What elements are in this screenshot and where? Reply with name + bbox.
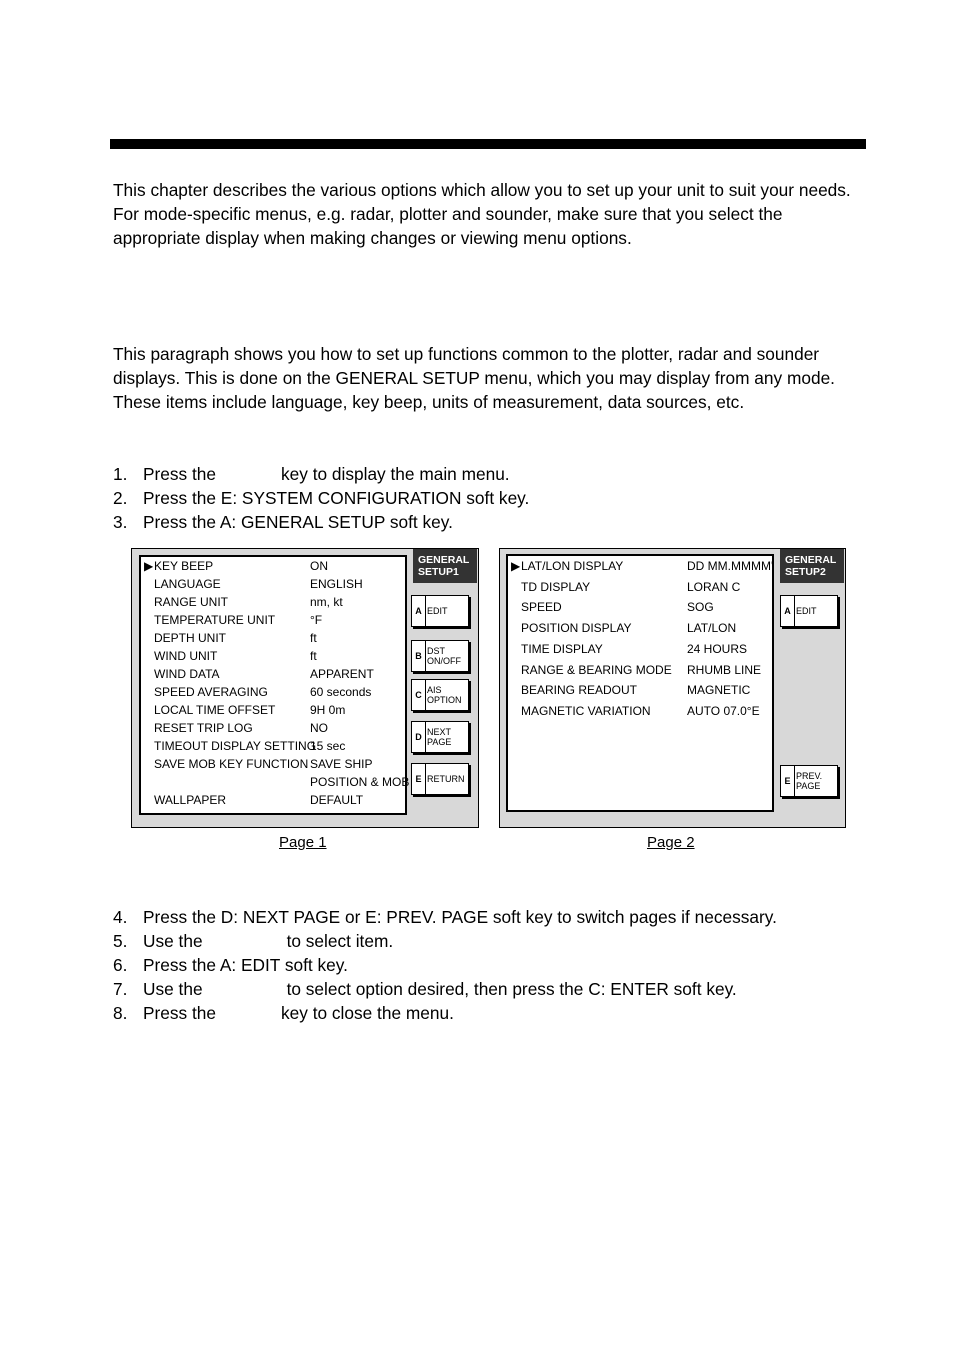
- softkey-letter: E: [781, 766, 795, 796]
- intro-paragraph: This chapter describes the various options which allow you to set up your unit to suit your needs. For mode-specific menus, e.g. radar, plotter and sounder, make sure that you select the appropriate display when making changes or viewing menu options.: [113, 180, 851, 248]
- menu-item-value: ft: [310, 631, 317, 645]
- softkey-label: DST ON/OFF: [427, 646, 461, 666]
- menu-item-label: TIME DISPLAY: [521, 641, 603, 656]
- softkey-edit[interactable]: [411, 595, 469, 627]
- menu-item-value: 24 HOURS: [687, 641, 748, 656]
- page1-caption: Page 1: [279, 834, 327, 851]
- softkey-prev-page[interactable]: [780, 765, 838, 797]
- menu-item-label: LANGUAGE: [154, 577, 221, 591]
- softkey-letter: D: [412, 722, 426, 752]
- menu-item-label: WIND DATA: [154, 667, 220, 681]
- softkey-label: AIS OPTION: [427, 685, 462, 705]
- menu-item-value: RHUMB LINE: [687, 662, 762, 677]
- softkey-label: NEXT PAGE: [427, 727, 452, 747]
- softkey-letter: A: [412, 596, 426, 626]
- steps-list-a: [113, 462, 529, 534]
- menu-item-label: POSITION DISPLAY: [521, 621, 632, 636]
- menu-item-value: 15 sec: [310, 739, 346, 753]
- step-item: 8. Press the key to close the menu.: [113, 1003, 454, 1023]
- menu-item-label: BEARING READOUT: [521, 683, 638, 698]
- softkey-letter: A: [781, 596, 795, 626]
- menu-item-label: SPEED AVERAGING: [154, 685, 268, 699]
- setup1-tab-header: GENERAL SETUP1: [413, 549, 477, 583]
- menu-item-value: DD MM.MMMM': [687, 559, 774, 573]
- menu-item-value: POSITION & MOB: [310, 775, 410, 789]
- menu-item-label: TIMEOUT DISPLAY SETTING: [154, 739, 317, 753]
- menu-item-value: SOG: [687, 600, 714, 615]
- menu-item-label: MAGNETIC VARIATION: [521, 703, 651, 718]
- menu-item-label: SPEED: [521, 600, 562, 615]
- softkey-return[interactable]: [411, 763, 469, 795]
- cursor-arrow-icon: ▶: [511, 559, 521, 573]
- menu-item-value: 9H 0m: [310, 703, 346, 717]
- step-item: 6. Press the A: EDIT soft key.: [113, 955, 348, 975]
- steps-list-b: [113, 905, 777, 1025]
- menu-item-value: NO: [310, 721, 328, 735]
- softkey-label: EDIT: [796, 606, 817, 616]
- menu-item-value: 60 seconds: [310, 685, 372, 699]
- menu-item-value: LORAN C: [687, 579, 741, 594]
- step-item: 7. Use the to select option desired, then press the C: ENTER soft key.: [113, 979, 737, 999]
- menu-item-label: KEY BEEP: [154, 559, 214, 573]
- step-item: 3. Press the A: GENERAL SETUP soft key.: [113, 512, 453, 532]
- menu-item-label: RANGE & BEARING MODE: [521, 662, 672, 677]
- menu-item-label: TEMPERATURE UNIT: [154, 613, 276, 627]
- menu-item-value: ON: [310, 559, 328, 573]
- menu-item-label: RESET TRIP LOG: [154, 721, 253, 735]
- softkey-letter: E: [412, 764, 426, 794]
- section-paragraph: This paragraph shows you how to set up functions common to the plotter, radar and sounder displays. This is done on the GENERAL SETUP menu, which you may display from any mode. These items include language, key beep, units of measurement, data sources, etc.: [113, 344, 835, 412]
- menu-item-label: WALLPAPER: [154, 793, 227, 807]
- softkey-label: EDIT: [427, 606, 448, 616]
- setup2-tab-header: GENERAL SETUP2: [780, 549, 844, 583]
- page2-caption: Page 2: [647, 834, 695, 851]
- softkey-letter: C: [412, 680, 426, 710]
- step-item: 5. Use the to select item.: [113, 931, 394, 951]
- softkey-letter: B: [412, 641, 426, 671]
- menu-item-value: ENGLISH: [310, 577, 363, 591]
- menu-item-label: RANGE UNIT: [154, 595, 229, 609]
- softkey-label: PREV. PAGE: [796, 771, 823, 791]
- menu-item-label: LOCAL TIME OFFSET: [154, 703, 276, 717]
- menu-item-value: DEFAULT: [310, 793, 364, 807]
- menu-item-label: DEPTH UNIT: [154, 631, 226, 645]
- softkey-dst-on-off[interactable]: [411, 640, 469, 672]
- menu-item-value: °F: [310, 613, 323, 627]
- chapter-rule: [110, 139, 866, 149]
- setup1-menu: [139, 555, 410, 815]
- menu-item-value: LAT/LON: [687, 621, 737, 636]
- softkey-label: RETURN: [427, 774, 465, 784]
- step-item: 2. Press the E: SYSTEM CONFIGURATION soft key.: [113, 488, 530, 508]
- softkey-next-page[interactable]: [411, 721, 469, 753]
- menu-item-value: SAVE SHIP: [310, 757, 373, 771]
- menu-item-value: APPARENT: [310, 667, 374, 681]
- menu-item-label: WIND UNIT: [154, 649, 218, 663]
- step-item: 4. Press the D: NEXT PAGE or E: PREV. PAGE soft key to switch pages if necessary.: [113, 907, 777, 927]
- cursor-arrow-icon: ▶: [144, 559, 154, 573]
- menu-item-value: nm, kt: [310, 595, 343, 609]
- menu-item-value: MAGNETIC: [687, 683, 751, 698]
- step-item: 1. Press the key to display the main menu.: [113, 464, 510, 484]
- general-setup1-panel: [131, 548, 479, 828]
- softkey-ais-option[interactable]: [411, 679, 469, 711]
- softkey-edit[interactable]: [780, 595, 838, 627]
- menu-item-value: AUTO 07.0°E: [687, 703, 760, 718]
- menu-item-label: LAT/LON DISPLAY: [521, 559, 624, 573]
- menu-item-value: ft: [310, 649, 317, 663]
- menu-item-label: TD DISPLAY: [521, 579, 591, 594]
- menu-item-label: SAVE MOB KEY FUNCTION: [154, 757, 309, 771]
- setup2-menu: [506, 554, 774, 812]
- general-setup2-panel: [499, 548, 846, 828]
